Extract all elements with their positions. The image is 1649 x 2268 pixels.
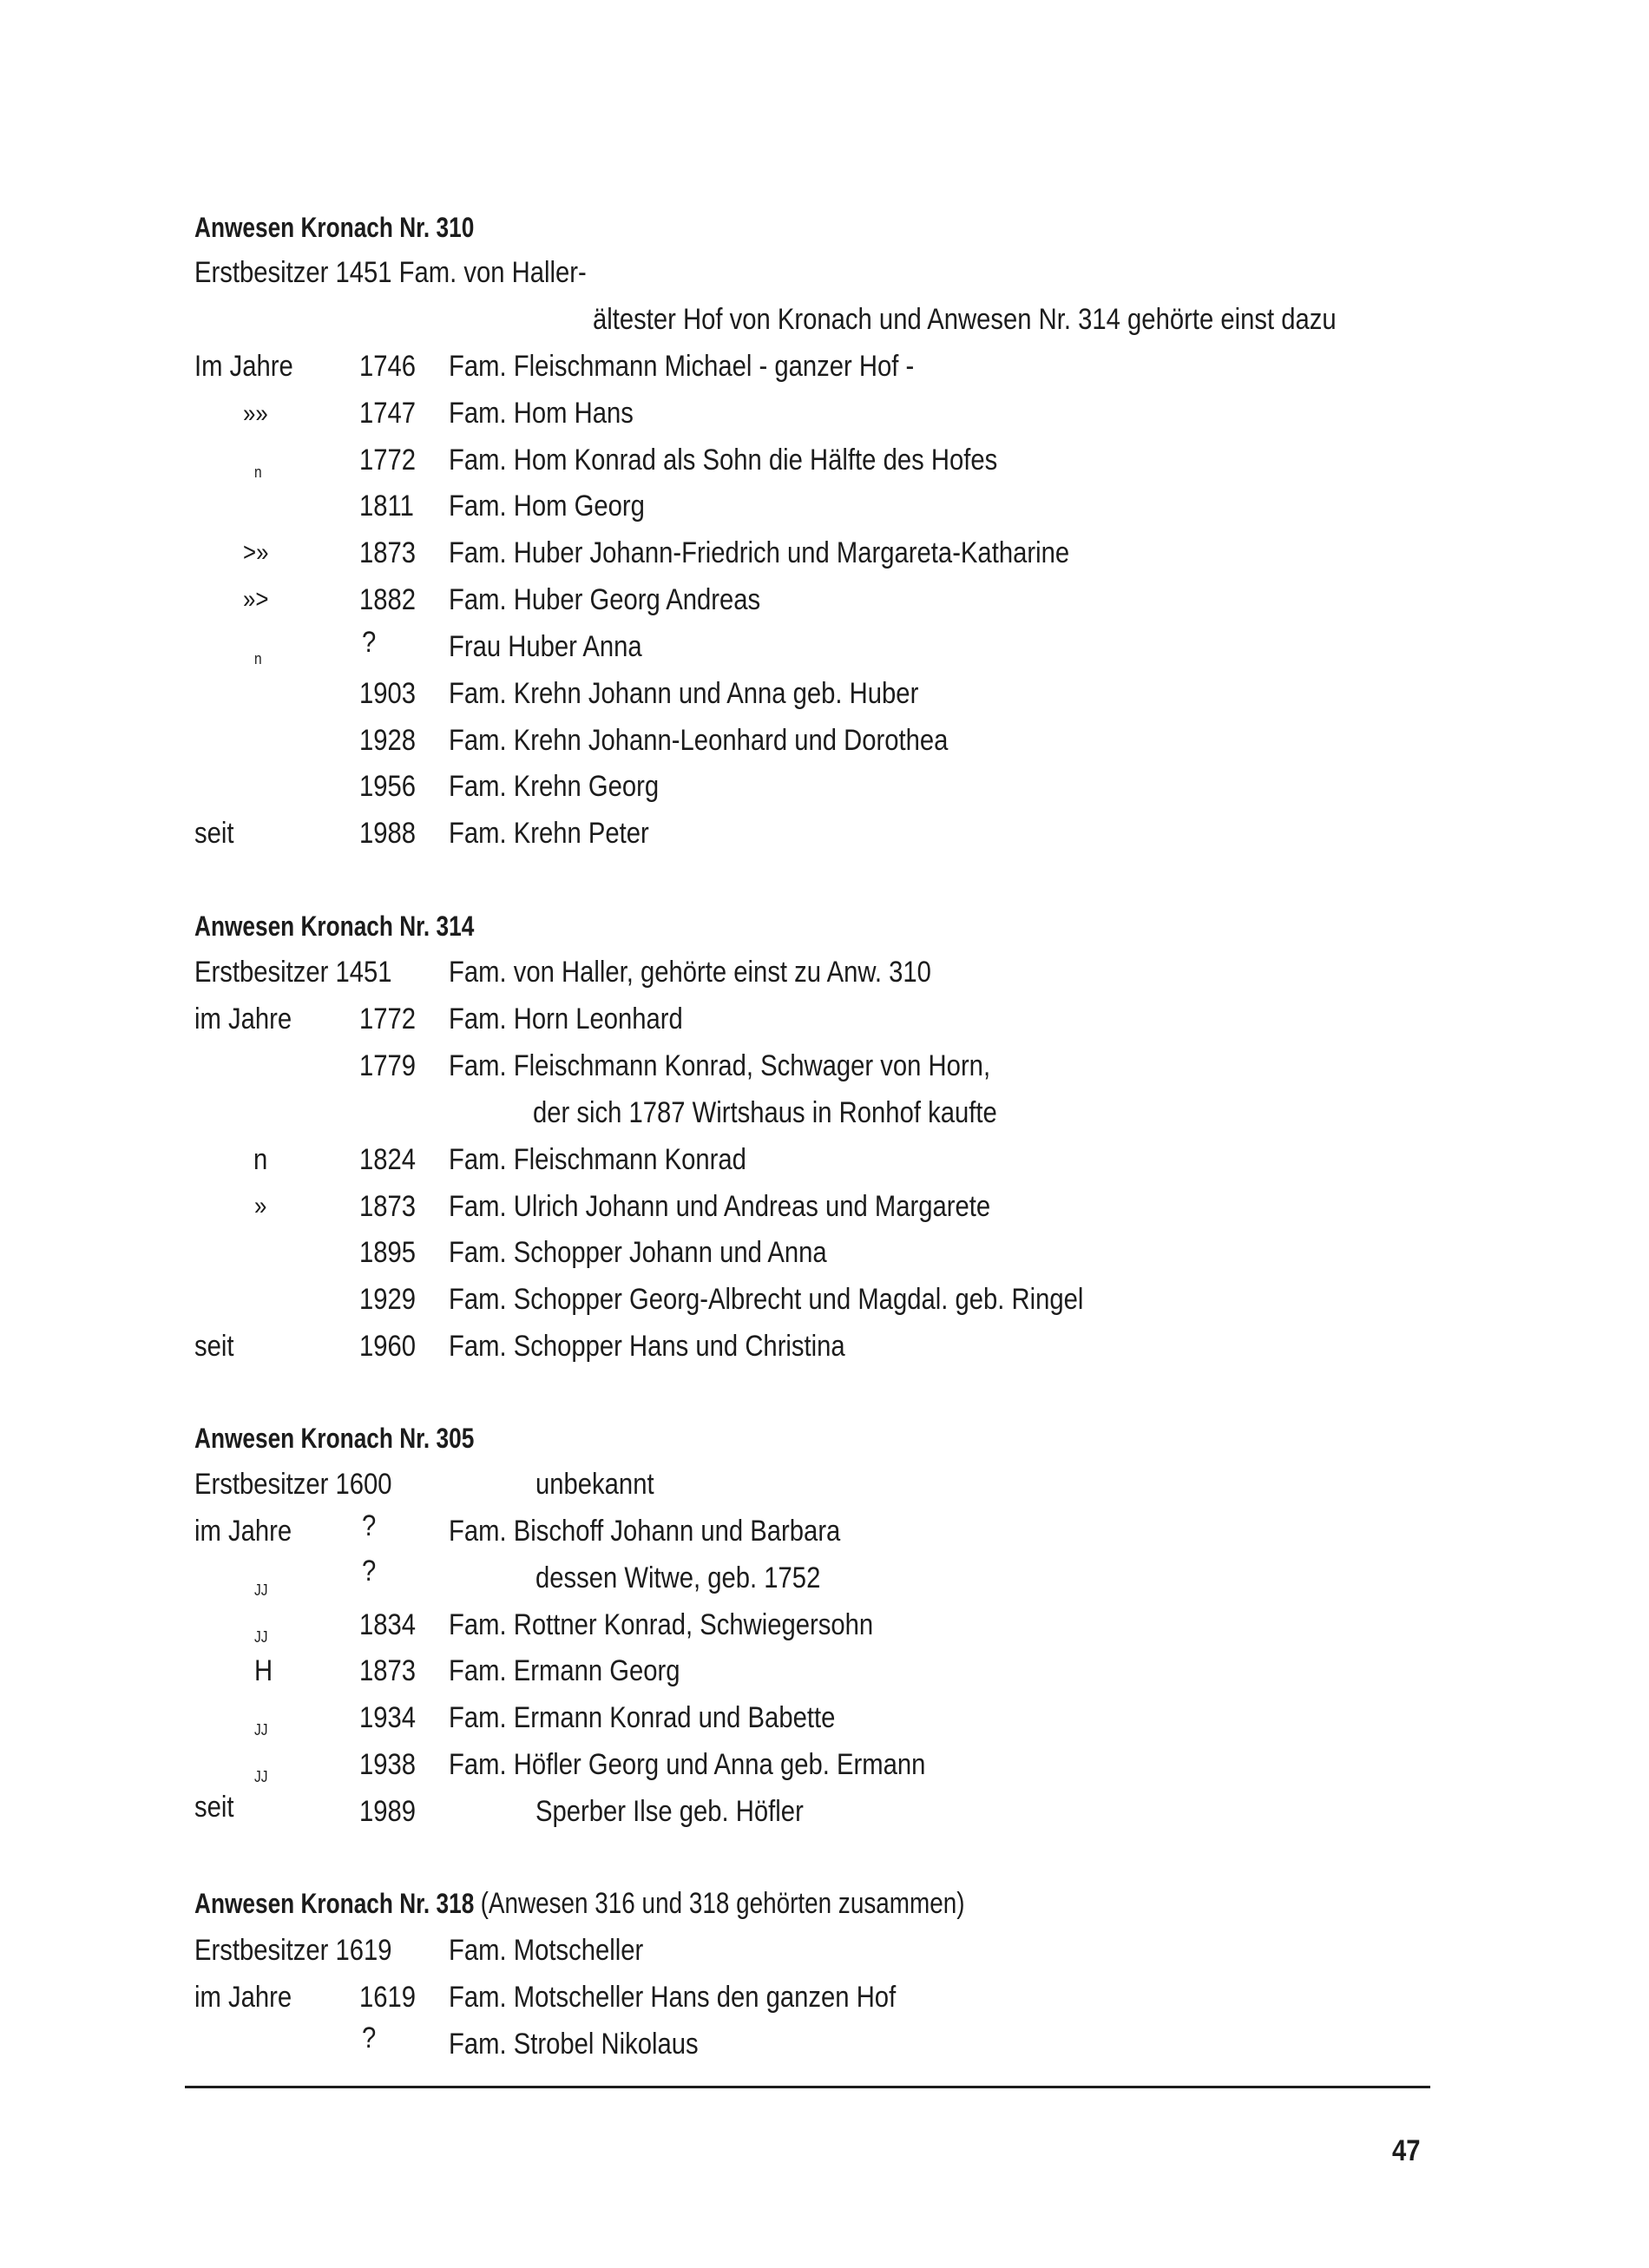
row-text: Fam. Ermann Konrad und Babette <box>449 1701 836 1734</box>
row-text: Fam. Huber Georg Andreas <box>449 583 761 616</box>
row-year: 1873 <box>359 1190 417 1223</box>
row-text: Frau Huber Anna <box>449 630 642 663</box>
row-text: Fam. Ermann Georg <box>449 1654 680 1687</box>
row-text: Fam. Rottner Konrad, Schwiegersohn <box>449 1608 874 1641</box>
row-label: >» <box>243 538 269 567</box>
row-label: n <box>254 650 262 667</box>
first-owner-text: unbekannt <box>535 1468 654 1501</box>
row-text: Fam. Schopper Johann und Anna <box>449 1236 827 1269</box>
row-year: 1895 <box>359 1236 417 1269</box>
row-text: Fam. Höfler Georg und Anna geb. Ermann <box>449 1748 926 1781</box>
row-text: Fam. Krehn Johann-Leonhard und Dorothea <box>449 724 949 757</box>
row-year: 1960 <box>359 1330 417 1363</box>
row-year: 1928 <box>359 724 417 757</box>
row-year: 1873 <box>359 1654 417 1687</box>
row-year: ? <box>362 1509 377 1542</box>
row-text: Fam. Ulrich Johann und Andreas und Margarete <box>449 1190 991 1223</box>
row-year: 1772 <box>359 444 417 477</box>
row-year: 1772 <box>359 1003 417 1035</box>
row-text: Fam. Krehn Georg <box>449 770 660 803</box>
row-text: Fam. Fleischmann Michael - ganzer Hof - <box>449 350 915 383</box>
first-owner-label: Erstbesitzer 1619 <box>194 1934 392 1967</box>
footer-rule <box>185 2086 1430 2088</box>
row-year: 1873 <box>359 536 417 569</box>
section-heading: Anwesen Kronach Nr. 310 <box>194 212 475 243</box>
row-label: im Jahre <box>194 1981 292 2014</box>
row-text: Fam. Schopper Hans und Christina <box>449 1330 845 1363</box>
first-owner-text: Fam. Motscheller <box>449 1934 644 1967</box>
row-year: 1989 <box>359 1795 417 1828</box>
row-year: 1903 <box>359 677 417 710</box>
row-text: Fam. Horn Leonhard <box>449 1003 683 1035</box>
section-heading: Anwesen Kronach Nr. 305 <box>194 1423 475 1454</box>
row-text: dessen Witwe, geb. 1752 <box>535 1561 821 1594</box>
section-heading-note: (Anwesen 316 und 318 gehörten zusammen) <box>480 1887 965 1920</box>
row-year: 1934 <box>359 1701 417 1734</box>
row-text: Fam. Hom Hans <box>449 397 634 430</box>
row-label: JJ <box>254 1768 268 1785</box>
row-text: Fam. Schopper Georg-Albrecht und Magdal. geb. Ringel <box>449 1283 1084 1316</box>
row-label: seit <box>194 817 234 850</box>
first-owner-line: Erstbesitzer 1451 Fam. von Haller- <box>194 256 587 289</box>
row-year: 1929 <box>359 1283 417 1316</box>
row-label: H <box>254 1654 273 1687</box>
row-label: Im Jahre <box>194 350 293 383</box>
row-year: 1824 <box>359 1143 417 1176</box>
row-label: » <box>254 1192 267 1220</box>
page-number: 47 <box>1392 2134 1421 2167</box>
row-label: JJ <box>254 1721 268 1739</box>
row-year: ? <box>362 2021 377 2054</box>
section-note: ältester Hof von Kronach und Anwesen Nr. 314 gehörte einst dazu <box>593 303 1337 336</box>
row-label: »> <box>243 585 269 614</box>
section-heading <box>194 1886 965 1921</box>
row-label: JJ <box>254 1628 268 1646</box>
row-text: Fam. Bischoff Johann und Barbara <box>449 1515 841 1548</box>
row-year: 1619 <box>359 1981 417 2014</box>
section-heading-title: Anwesen Kronach Nr. 318 <box>194 1888 475 1919</box>
row-text: Fam. Huber Johann-Friedrich und Margareta-Katharine <box>449 536 1070 569</box>
row-year: 1882 <box>359 583 417 616</box>
row-text: Fam. Hom Georg <box>449 490 645 523</box>
row-label: n <box>254 463 262 481</box>
row-label: n <box>253 1143 268 1176</box>
row-text: Fam. Fleischmann Konrad <box>449 1143 746 1176</box>
row-text: Fam. Krehn Johann und Anna geb. Huber <box>449 677 919 710</box>
row-year: ? <box>362 626 377 659</box>
first-owner-label: Erstbesitzer 1451 <box>194 956 392 989</box>
row-label: seit <box>194 1330 234 1363</box>
first-owner-label: Erstbesitzer 1600 <box>194 1468 392 1501</box>
row-label: seit <box>194 1791 234 1824</box>
row-year: 1834 <box>359 1608 417 1641</box>
row-year: 1988 <box>359 817 417 850</box>
row-text: Fam. Krehn Peter <box>449 817 649 850</box>
row-year: 1938 <box>359 1748 417 1781</box>
first-owner-text: Fam. von Haller, gehörte einst zu Anw. 310 <box>449 956 931 989</box>
row-text: Fam. Motscheller Hans den ganzen Hof <box>449 1981 897 2014</box>
row-text: Fam. Hom Konrad als Sohn die Hälfte des Hofes <box>449 444 998 477</box>
row-text-continued: der sich 1787 Wirtshaus in Ronhof kaufte <box>533 1096 997 1129</box>
row-year: 1779 <box>359 1049 417 1082</box>
row-label: im Jahre <box>194 1003 292 1035</box>
row-text: Fam. Fleischmann Konrad, Schwager von Horn, <box>449 1049 991 1082</box>
row-label: »» <box>243 399 268 428</box>
section-heading: Anwesen Kronach Nr. 314 <box>194 910 475 942</box>
row-label: im Jahre <box>194 1515 292 1548</box>
row-year: 1956 <box>359 770 417 803</box>
row-year: 1747 <box>359 397 417 430</box>
row-text: Sperber Ilse geb. Höfler <box>535 1795 804 1828</box>
row-year: 1811 <box>359 490 414 523</box>
row-text: Fam. Strobel Nikolaus <box>449 2028 699 2061</box>
row-year: ? <box>362 1555 377 1588</box>
row-year: 1746 <box>359 350 417 383</box>
row-label: JJ <box>254 1581 268 1599</box>
